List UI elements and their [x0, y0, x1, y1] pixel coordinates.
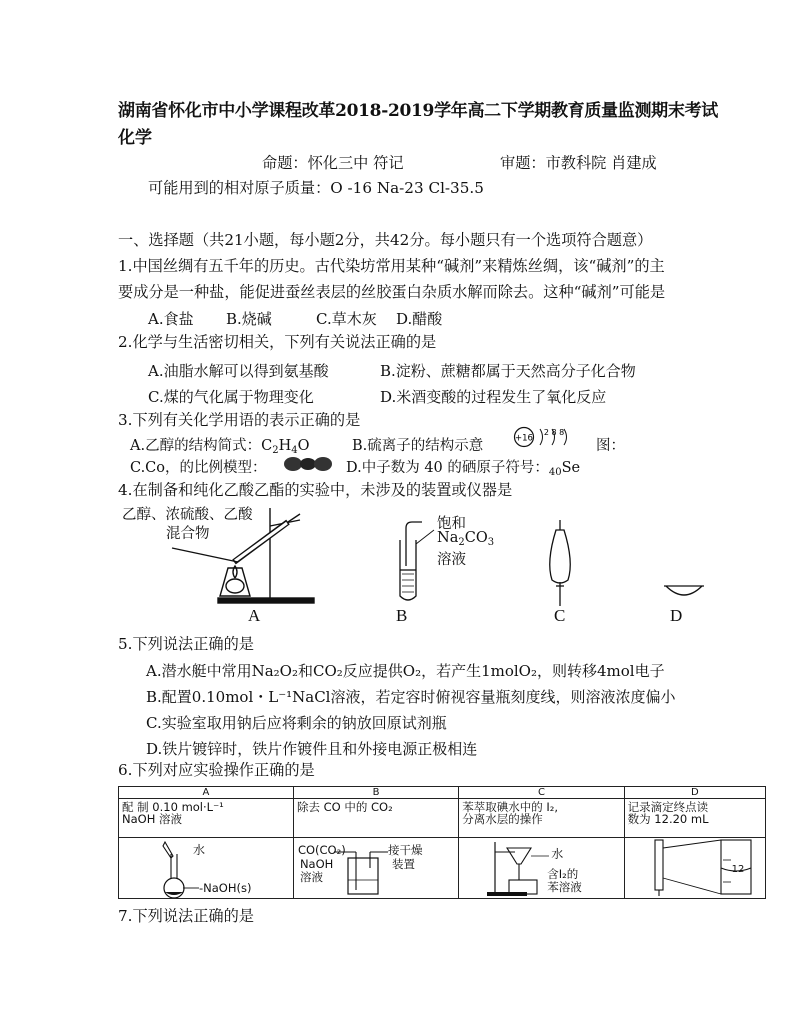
q6-pic-b	[293, 838, 458, 899]
test-tube-inner	[235, 523, 287, 561]
q6-pic-b-gas: CO(CO₂)	[297, 843, 346, 857]
q6-pic-c-benzene: 苯溶液	[547, 880, 582, 894]
q6-experiment-table	[118, 786, 766, 899]
q2-option-c: C.煤的气化属于物理变化	[148, 388, 314, 406]
q4-label-c: C	[554, 606, 566, 625]
co2-space-filling-model	[282, 455, 334, 473]
reviewer-credit: 审题：市教科院 肖建成	[500, 154, 657, 172]
q4-saturated-label-1: 饱和	[437, 516, 466, 532]
carbon-atom	[300, 458, 316, 470]
q5-option-c: C.实验室取用钠后应将剩余的钠放回原试剂瓶	[146, 714, 447, 732]
q1-option-a: A.食盐	[148, 310, 194, 328]
c-funnel-body	[550, 530, 571, 583]
apparatus-b	[400, 522, 434, 600]
q6-stem: 6.下列对应实验操作正确的是	[118, 761, 315, 779]
q5-option-a: A.潜水艇中常用Na₂O₂和CO₂反应提供O₂，若产生1molO₂，则转移4mol电子	[146, 662, 665, 680]
q6-pic-b-solution: 溶液	[299, 870, 323, 884]
funnel-body	[507, 848, 531, 864]
q6-pic-a	[119, 838, 294, 899]
q4-saturated-label-3: 溶液	[437, 552, 466, 568]
q4-mixture-label-2: 混合物	[166, 526, 210, 542]
q7-stem: 7.下列说法正确的是	[118, 907, 254, 925]
q6-pic-b-dryer: 接干燥	[387, 843, 423, 857]
q6-desc-d: 记录滴定终点读 数为 12.20 mL	[624, 799, 765, 838]
q3-stem: 3.下列有关化学用语的表示正确的是	[118, 411, 361, 429]
stand-base	[218, 598, 314, 603]
zoom-line-bottom	[663, 878, 721, 894]
q2-stem: 2.化学与生活密切相关，下列有关说法正确的是	[118, 333, 437, 351]
nucleus-charge: +16	[515, 433, 533, 444]
lamp-stand	[220, 568, 250, 596]
q2-option-b: B.淀粉、蔗糖都属于天然高分子化合物	[380, 362, 636, 380]
q6-pic-a-naoh: -NaOH(s)	[199, 881, 252, 895]
label-leader	[172, 548, 238, 562]
q6-col-c: C	[459, 787, 624, 799]
q6-col-a: A	[119, 787, 294, 799]
q3-option-a: A.乙醇的结构简式：$C_2H_4O$	[130, 438, 310, 456]
q6-pic-b-device: 装置	[391, 857, 415, 871]
q4-stem: 4.在制备和纯化乙酸乙酯的实验中，未涉及的装置或仪器是	[118, 481, 513, 499]
spirit-lamp	[226, 579, 244, 593]
solid-naoh	[165, 892, 183, 895]
q5-option-b: B.配置0.10mol・L⁻¹NaCl溶液，若定容时俯视容量瓶刻度线，则溶液浓度偏小	[146, 688, 676, 706]
oxygen-atom-right	[314, 457, 332, 471]
q6-pic-b-naoh: NaOH	[299, 857, 334, 871]
q3-option-b: B.硫离子的结构示意	[352, 438, 484, 454]
zoom-line-top	[663, 840, 721, 848]
d-dish	[666, 586, 702, 595]
q5-stem: 5.下列说法正确的是	[118, 635, 254, 653]
q6-desc-c: 苯萃取碘水中的 I₂, 分离水层的操作	[459, 799, 624, 838]
q3-option-d: D.中子数为 40 的硒原子符号：$_{40}$Se	[346, 460, 581, 478]
q6-pic-c-iodine: 含I₂的	[547, 867, 579, 881]
shell-arc-1	[540, 429, 543, 445]
apparatus-a	[172, 508, 314, 603]
q2-option-a: A.油脂水解可以得到氨基酸	[148, 362, 329, 380]
q1-option-c: C.草木灰	[316, 310, 377, 328]
section-heading: 一、选择题（共21小题，每小题2分，共42分。每小题只有一个选项符合题意）	[118, 231, 653, 249]
sulfur-ion-diagram	[510, 426, 590, 448]
q6-desc-b: 除去 CO 中的 CO₂	[293, 799, 458, 838]
shell-arc-3	[564, 429, 567, 445]
q4-label-b: B	[396, 606, 408, 625]
exam-title: 湖南省怀化市中小学课程改革2018-2019学年高二下学期教育质量监测期末考试	[118, 101, 718, 121]
q6-pic-c-water: 水	[551, 847, 564, 861]
separating-funnel-drawing	[459, 838, 619, 898]
q4-apparatus-drawings	[110, 500, 710, 608]
q6-pic-d-reading: 12	[731, 864, 745, 875]
q6-pic-a-water: 水	[193, 843, 206, 857]
q2-option-d: D.米酒变酸的过程发生了氧化反应	[380, 388, 607, 406]
q6-pic-d	[624, 838, 765, 899]
q3-option-b-tail: 图：	[596, 438, 625, 454]
receiving-beaker	[509, 880, 537, 894]
apparatus-d	[664, 586, 704, 595]
b-delivery-tube	[406, 522, 422, 566]
b-label-leader	[416, 530, 434, 544]
atomic-masses: 可能用到的相对原子质量：O -16 Na-23 Cl-35.5	[148, 179, 484, 197]
q6-desc-a: 配 制 0.10 mol·L⁻¹ NaOH 溶液	[119, 799, 294, 838]
author-credit: 命题：怀化三中 符记	[262, 154, 404, 172]
q6-col-d: D	[624, 787, 765, 799]
q6-pic-c	[459, 838, 624, 899]
shell-electrons: 2 8 8	[543, 428, 565, 437]
b-liquid-hatch	[402, 574, 414, 592]
q4-label-a: A	[248, 606, 261, 625]
q1-option-d: D.醋酸	[396, 310, 443, 328]
q4-saturated-label-2: $Na_2CO_3$	[437, 530, 495, 548]
subject-title: 化学	[118, 128, 152, 148]
q1-stem-line1: 1.中国丝绸有五千年的历史。古代染坊常用某种“碱剂”来精炼丝绸，该“碱剂”的主	[118, 257, 665, 275]
burette-tube	[655, 840, 663, 890]
q1-stem-line2: 要成分是一种盐，能促进蚕丝表层的丝胶蛋白杂质水解而除去。这种“碱剂”可能是	[118, 283, 666, 301]
oxygen-atom-left	[284, 457, 302, 471]
q3-option-c: C.Co，的比例模型：	[130, 460, 267, 476]
apparatus-c	[550, 520, 571, 606]
burette-reading-drawing	[625, 838, 793, 898]
q1-option-b: B.烧碱	[226, 310, 272, 328]
q4-mixture-label-1: 乙醇、浓硫酸、乙酸	[122, 507, 253, 523]
q4-label-d: D	[670, 606, 683, 625]
q5-option-d: D.铁片镀锌时，铁片作镀件且和外接电源正极相连	[146, 740, 478, 758]
wash-bottle	[348, 858, 378, 894]
q6-col-b: B	[293, 787, 458, 799]
